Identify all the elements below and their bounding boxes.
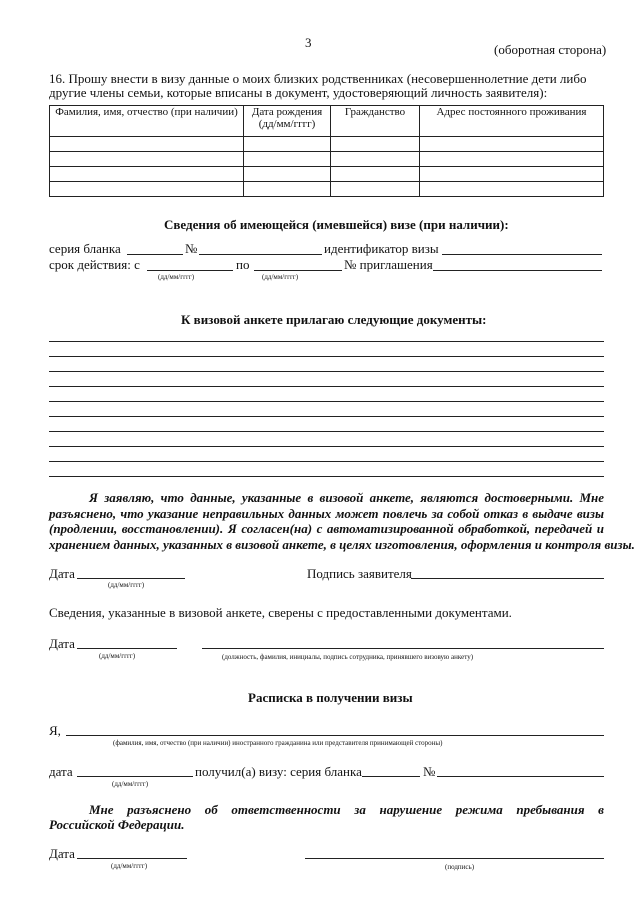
final-date-field[interactable] — [77, 858, 187, 859]
documents-line[interactable] — [49, 341, 604, 342]
table-cell[interactable] — [331, 182, 420, 197]
relatives-intro-line2: другие члены семьи, которые вписаны в документ, удостоверяющий личность заявителя): — [49, 85, 548, 100]
table-cell[interactable] — [50, 167, 244, 182]
applicant-signature-field[interactable] — [411, 578, 604, 579]
table-cell[interactable] — [331, 137, 420, 152]
table-cell[interactable] — [244, 182, 331, 197]
validity-to-field[interactable] — [254, 270, 342, 271]
table-row — [50, 182, 604, 197]
verification-text: Сведения, указанные в визовой анкете, сверены с предоставленными документами. — [49, 605, 512, 620]
invitation-field[interactable] — [433, 270, 602, 271]
table-cell[interactable] — [50, 137, 244, 152]
documents-line[interactable] — [49, 446, 604, 447]
receipt-i-label: Я, — [49, 723, 61, 738]
verification-date-field[interactable] — [77, 648, 177, 649]
applicant-date-label: Дата — [49, 566, 75, 581]
receipt-date-field[interactable] — [77, 776, 193, 777]
table-cell[interactable] — [244, 137, 331, 152]
series-field[interactable] — [127, 254, 183, 255]
final-signature-hint: (подпись) — [445, 863, 475, 871]
table-cell[interactable] — [331, 167, 420, 182]
table-cell[interactable] — [244, 152, 331, 167]
reverse-side-note: (оборотная сторона) — [494, 42, 607, 57]
final-date-label: Дата — [49, 846, 75, 861]
declaration-line3: (продлении, восстановлении). Я согласен(на) с автоматизированной обработкой, передачей и — [49, 521, 604, 536]
receipt-name-hint: (фамилия, имя, отчество (при наличии) иностранного гражданина или представителя принимающей стороны) — [113, 739, 443, 747]
table-cell[interactable] — [50, 152, 244, 167]
visa-info-heading: Сведения об имеющейся (имевшейся) визе (при наличии): — [164, 217, 509, 232]
final-signature-field[interactable] — [305, 858, 604, 859]
col-fullname-header: Фамилия, имя, отчество (при наличии) — [50, 106, 244, 137]
validity-to-hint: (дд/мм/гггг) — [262, 273, 299, 281]
table-cell[interactable] — [50, 182, 244, 197]
number-label: № — [185, 241, 198, 256]
visa-id-label: идентификатор визы — [324, 241, 439, 256]
officer-hint: (должность, фамилия, инициалы, подпись сотрудника, принявшего визовую анкету) — [222, 653, 474, 661]
col-birthdate-header: Дата рождения (дд/мм/гггг) — [244, 106, 331, 137]
receipt-series-field[interactable] — [362, 776, 420, 777]
responsibility-line2: Российской Федерации. — [49, 817, 185, 832]
declaration-line2: разъяснено, что указание неправильных данных может повлечь за собой отказ в выдаче визы — [49, 506, 604, 521]
receipt-heading: Расписка в получении визы — [248, 690, 413, 705]
receipt-date-label: дата — [49, 764, 73, 779]
table-cell[interactable] — [244, 167, 331, 182]
applicant-signature-label: Подпись заявителя — [307, 566, 412, 581]
documents-heading: К визовой анкете прилагаю следующие документы: — [181, 312, 487, 327]
documents-line[interactable] — [49, 356, 604, 357]
table-row — [50, 152, 604, 167]
table-row — [50, 167, 604, 182]
table-cell[interactable] — [420, 137, 604, 152]
receipt-received-label: получил(а) визу: серия бланка — [195, 764, 362, 779]
invitation-label: № приглашения — [344, 257, 433, 272]
declaration-line1-start: Я заявляю, — [89, 490, 155, 505]
visa-id-field[interactable] — [442, 254, 602, 255]
receipt-number-label: № — [423, 764, 436, 779]
documents-line[interactable] — [49, 431, 604, 432]
documents-line[interactable] — [49, 371, 604, 372]
documents-line[interactable] — [49, 416, 604, 417]
col-address-header: Адрес постоянного проживания — [420, 106, 604, 137]
validity-label: срок действия: с — [49, 257, 140, 272]
verification-date-label: Дата — [49, 636, 75, 651]
documents-line[interactable] — [49, 386, 604, 387]
table-cell[interactable] — [420, 152, 604, 167]
applicant-date-hint: (дд/мм/гггг) — [108, 581, 145, 589]
receipt-number-field[interactable] — [437, 776, 604, 777]
declaration-line4: хранением данных, указанных в визовой анкете, в целях изготовления, оформления и контроля визы. — [49, 537, 635, 552]
validity-from-field[interactable] — [147, 270, 233, 271]
applicant-date-field[interactable] — [77, 578, 185, 579]
relatives-intro-line1: 16. Прошу внести в визу данные о моих близких родственниках (несовершеннолетние дети либо — [49, 71, 587, 86]
relatives-table — [49, 105, 604, 197]
documents-line[interactable] — [49, 461, 604, 462]
documents-line[interactable] — [49, 476, 604, 477]
verification-date-hint: (дд/мм/гггг) — [99, 652, 136, 660]
number-field[interactable] — [199, 254, 322, 255]
receipt-name-field[interactable] — [66, 735, 604, 736]
page-number: 3 — [305, 35, 312, 50]
table-cell[interactable] — [331, 152, 420, 167]
table-cell[interactable] — [420, 182, 604, 197]
validity-to-label: по — [236, 257, 250, 272]
table-row — [50, 137, 604, 152]
col-citizenship-header: Гражданство — [331, 106, 420, 137]
declaration-line1 — [89, 490, 604, 505]
table-cell[interactable] — [420, 167, 604, 182]
receipt-date-hint: (дд/мм/гггг) — [112, 780, 149, 788]
declaration-line1-rest: что данные, указанные в визовой анкете, являются достоверными. Мне — [160, 490, 604, 505]
documents-line[interactable] — [49, 401, 604, 402]
series-label: серия бланка — [49, 241, 121, 256]
officer-signature-field[interactable] — [202, 648, 604, 649]
responsibility-line1: Мне разъяснено об ответственности за нарушение режима пребывания в — [89, 802, 604, 817]
final-date-hint: (дд/мм/гггг) — [111, 862, 148, 870]
validity-from-hint: (дд/мм/гггг) — [158, 273, 195, 281]
